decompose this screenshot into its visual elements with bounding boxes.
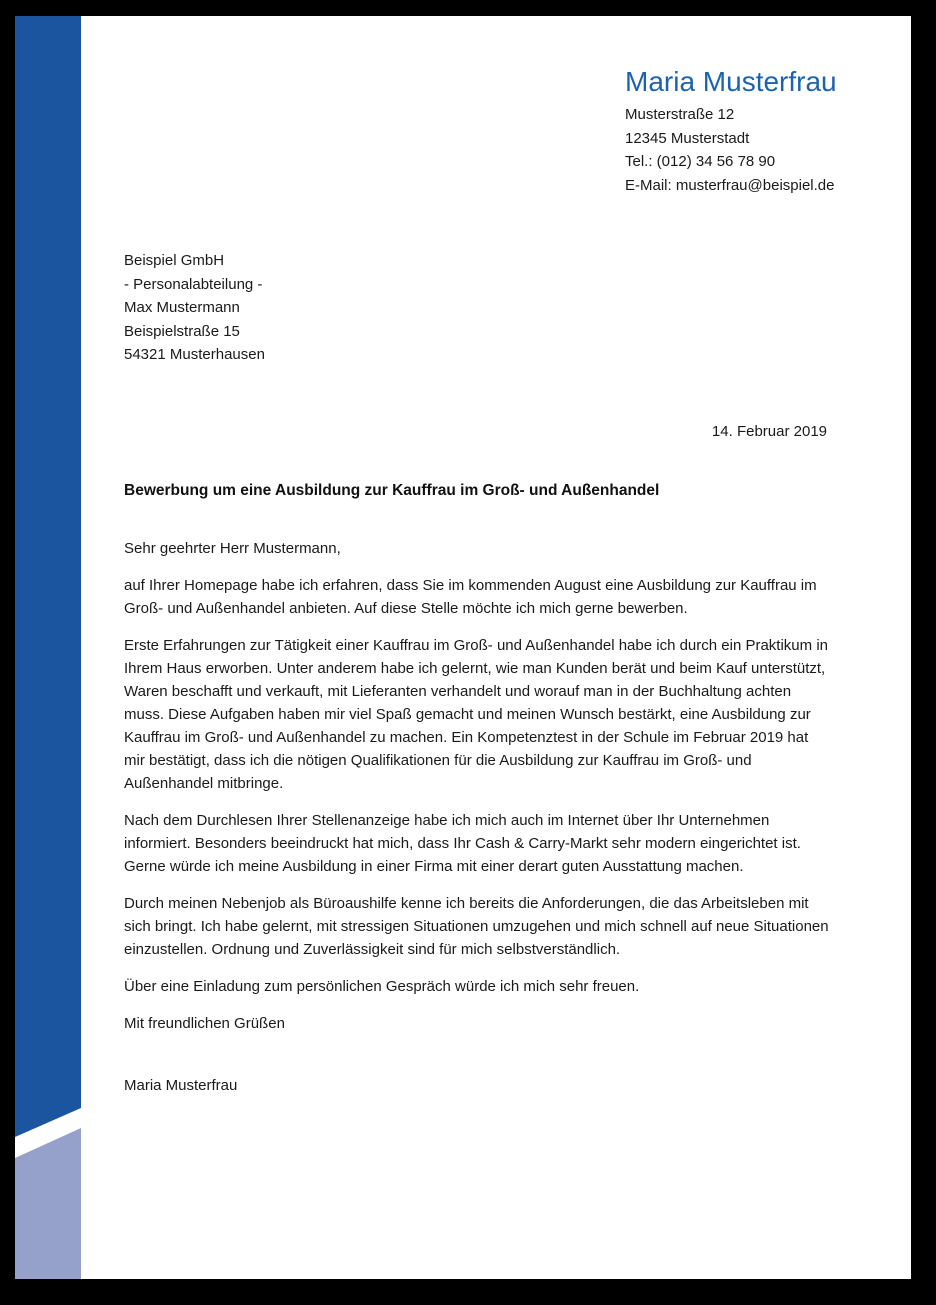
signature-name: Maria Musterfrau: [124, 1077, 238, 1094]
sender-address: [625, 103, 895, 197]
sender-city: 12345 Musterstadt: [625, 129, 750, 147]
letter-body: [124, 537, 833, 1111]
sender-street: Musterstraße 12: [625, 106, 735, 123]
recipient-street: Beispielstraße 15: [124, 322, 240, 340]
recipient-contact-name: Max Mustermann: [124, 299, 240, 316]
left-stripe-light: [15, 1128, 81, 1279]
recipient-city: 54321 Musterhausen: [124, 346, 265, 363]
letter-page: [15, 16, 911, 1279]
paragraph-intro: auf Ihrer Homepage habe ich erfahren, dass Sie im kommenden August eine Ausbildung zur Kauffrau im Groß- und Außenhandel anbieten. Auf diese Stelle möchte ich mich gerne bewerben.: [124, 577, 817, 617]
subject-line: Bewerbung um eine Ausbildung zur Kauffrau im Groß- und Außenhandel: [124, 482, 660, 499]
left-stripe-dark: [15, 16, 81, 1137]
sender-email: E-Mail: musterfrau@beispiel.de: [625, 176, 835, 194]
sender-block: [625, 64, 895, 197]
recipient-department: - Personalabteilung -: [124, 275, 263, 293]
letter-date: 14. Februar 2019: [711, 423, 827, 440]
recipient-block: [124, 249, 265, 367]
sender-name: Maria Musterfrau: [625, 66, 837, 97]
closing-formula: Mit freundlichen Grüßen: [124, 1015, 285, 1032]
paragraph-invitation: Über eine Einladung zum persönlichen Gespräch würde ich mich sehr freuen.: [124, 978, 640, 995]
sender-phone: Tel.: (012) 34 56 78 90: [625, 153, 776, 170]
paragraph-company: Nach dem Durchlesen Ihrer Stellenanzeige habe ich mich auch im Internet über Ihr Unternehmen informiert. Besonders beeindruckt hat mich, dass Ihr Cash & Carry-Markt sehr modern eingerichtet ist. Gerne würde ich meine Ausbildung in einer Firma mit einer derart guten Ausstattung machen.: [124, 812, 801, 875]
paragraph-experience: Erste Erfahrungen zur Tätigkeit einer Kauffrau im Groß- und Außenhandel habe ich durch ein Praktikum in Ihrem Haus erworben. Unter anderem habe ich gelernt, wie man Kunden berät und beim Kauf unterstützt, Waren beschafft und verkauft, mit Lieferanten verhandelt und worauf man in der Buchhaltung achten muss. Diese Aufgaben haben mir viel Spaß gemacht und meinen Wunsch bestärkt, eine Ausbildung zur Kauffrau im Groß- und Außenhandel zu machen. Ein Kompetenztest in der Schule im Februar 2019 hat mir bestätigt, dass ich die nötigen Qualifikationen für die Ausbildung zur Kauffrau im Groß- und Außenhandel mitbringe.: [124, 637, 828, 792]
paragraph-skills: Durch meinen Nebenjob als Büroaushilfe kenne ich bereits die Anforderungen, die das Arbeitsleben mit sich bringt. Ich habe gelernt, mit stressigen Situationen umzugehen und mich schnell auf neue Situationen einzustellen. Ordnung und Zuverlässigkeit sind für mich selbstverständlich.: [124, 895, 829, 958]
salutation: Sehr geehrter Herr Mustermann,: [124, 540, 341, 557]
recipient-company: Beispiel GmbH: [124, 252, 225, 269]
